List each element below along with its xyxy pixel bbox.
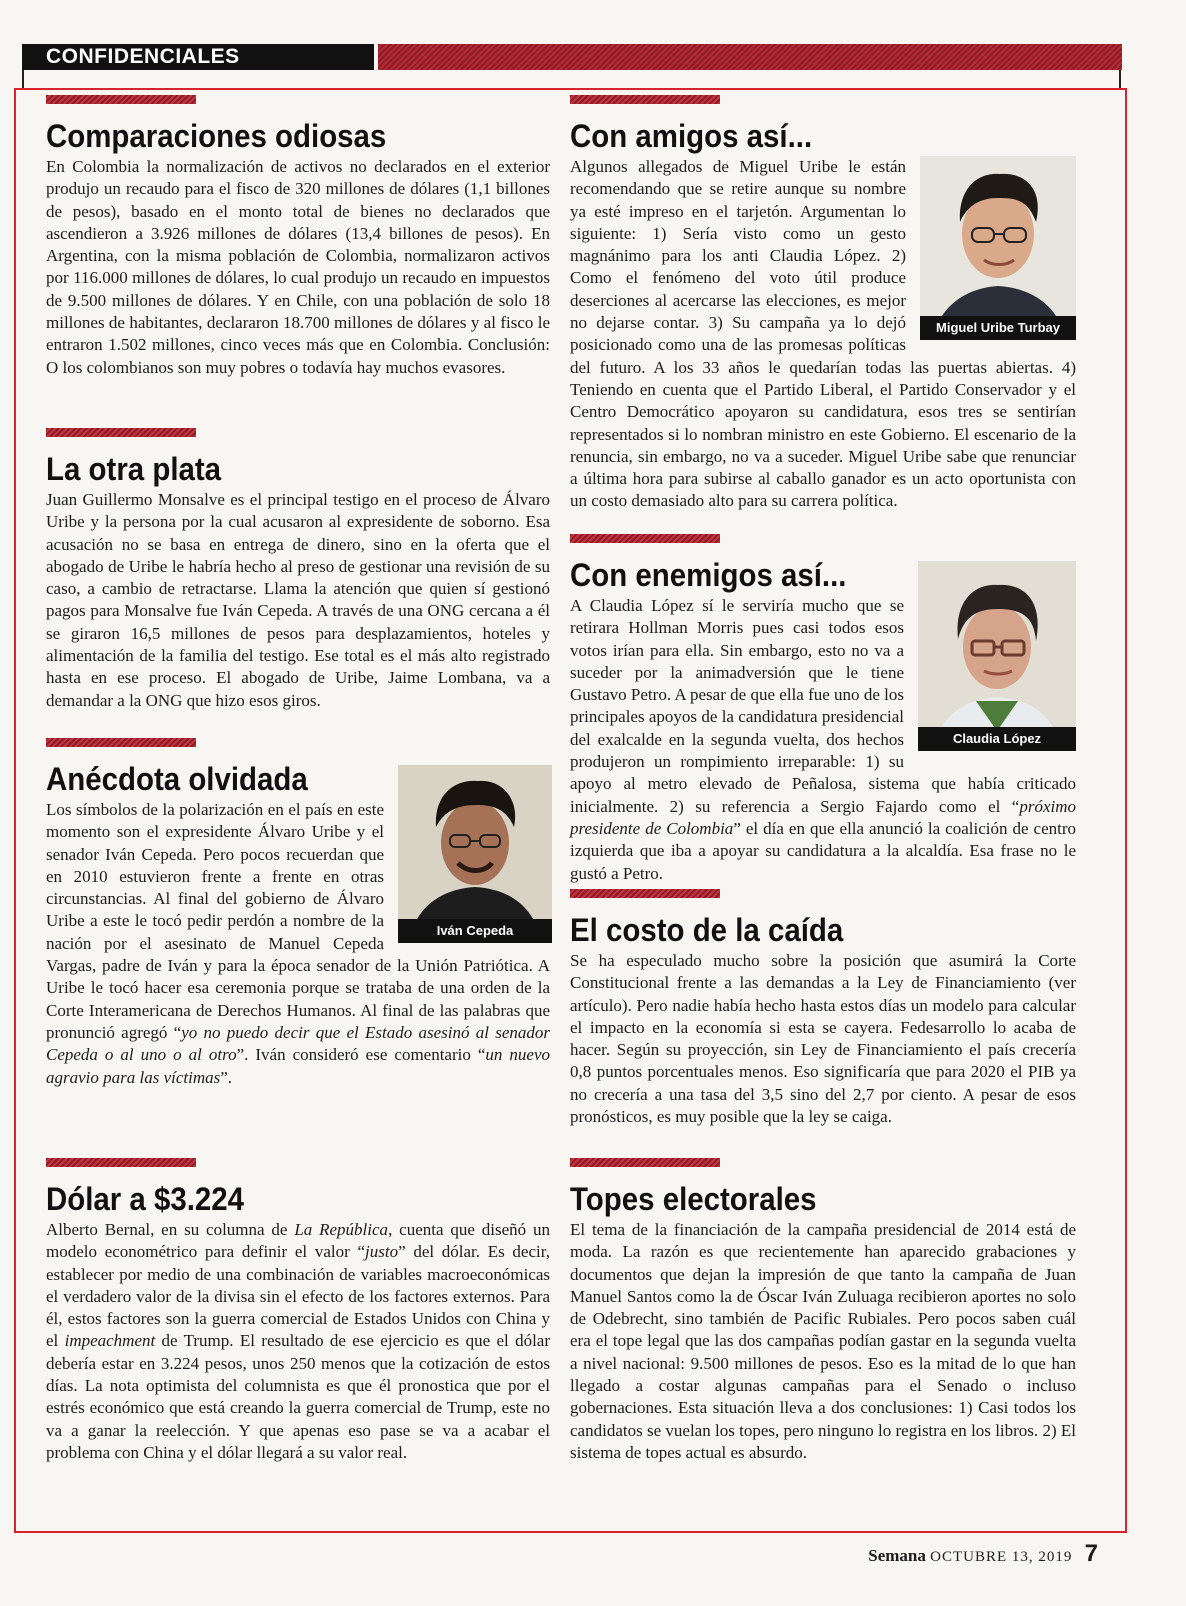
article-amigos bbox=[570, 95, 1076, 513]
article-title: La otra plata bbox=[46, 451, 222, 487]
red-strip bbox=[570, 889, 720, 898]
red-strip bbox=[570, 1158, 720, 1167]
article-title: Anécdota olvidada bbox=[46, 761, 308, 797]
red-strip bbox=[46, 738, 196, 747]
photo-caption: Miguel Uribe Turbay bbox=[920, 316, 1076, 340]
article-otra-plata bbox=[46, 428, 550, 712]
article-title: Comparaciones odiosas bbox=[46, 118, 387, 154]
article-body: Algunos allegados de Miguel Uribe le están recomendando que se retire aunque su nombre ya esté impreso en el tarjetón. Argumentan lo siguiente: 1) Sería visto como un gesto magnánimo para los anti Claudia López. 2) Como el fenómeno del voto útil produce deserciones al acercarse las elecciones, es mejor no dejarse contar. 3) Su campaña ya lo dejó posicionado como una de las promesas políticas del futuro. A los 33 años le quedarían todas las puertas abiertas. 4) Teniendo en cuenta que el Partido Liberal, el Partido Conservador y el Centro Democrático apoyaron su candidatura, esos tres se sentirían representados si lo nombran ministro en este Gobierno. El escenario de la renuncia, sin embargo, no va a suceder. Miguel Uribe sabe que renunciar a última hora para subirse al caballo ganador es un acto oportunista con un costo demasiado alto para su carrera política. bbox=[570, 157, 1076, 511]
red-strip bbox=[570, 534, 720, 543]
red-strip bbox=[46, 95, 196, 104]
red-strip bbox=[46, 428, 196, 437]
page-footer bbox=[868, 1540, 1098, 1568]
article-body: Juan Guillermo Monsalve es el principal testigo en el proceso de Álvaro Uribe y la persona por la cual acusaron al expresidente de soborno. Esa acusación no se basa en entrega de dinero, sino en la oferta que el abogado de Uribe le habría hecho al preso de gestionar una revisión de su caso, a cambio de retractarse. Llama la atención que quien sí gestionó pagos para Monsalve fue Iván Cepeda. A través de una ONG cercana a él se giraron 16,5 millones de pesos para desplazamientos, hoteles y alimentación de la familia del testigo. Ese total es el más alto registrado hasta en ese proceso. El abogado de Uribe, Jaime Lombana, va a demandar a la ONG que hizo esos giros. bbox=[46, 490, 550, 710]
article-title: Topes electorales bbox=[570, 1181, 817, 1217]
article-anecdota bbox=[46, 738, 550, 1089]
header-rule-right bbox=[1119, 70, 1121, 88]
issue-date: OCTUBRE 13, 2019 bbox=[930, 1549, 1073, 1565]
article-costo bbox=[570, 889, 1076, 1128]
portrait-illustration bbox=[920, 156, 1076, 340]
article-title: Con enemigos así... bbox=[570, 557, 847, 593]
red-strip bbox=[570, 95, 720, 104]
article-body: Se ha especulado mucho sobre la posición que asumirá la Corte Constitucional frente a las demandas a la Ley de Financiamiento (ver artículo). Pero nadie había hecho hasta estos días un modelo para calcular el impacto en la economía si esta se cayera. Fedesarrollo lo acaba de hacer. Según su proyección, sin Ley de Financiamiento el país crecería 0,8 puntos porcentuales menos. Eso significaría que para 2020 el PIB ya no crecería a una tasa del 3,5 sino del 2,7 por ciento. A pesar de esos pronósticos, es muy posible que la ley se caiga. bbox=[570, 951, 1076, 1127]
page-number: 7 bbox=[1084, 1540, 1098, 1567]
article-title: El costo de la caída bbox=[570, 912, 844, 948]
article-body: En Colombia la normalización de activos no declarados en el exterior produjo un recaudo para el fisco de 320 millones de dólares (1,1 billones de pesos), basado en el monto total de bienes no declarados que ascendieron a 3.926 millones de dólares (13,4 billones de pesos). En Argentina, con la misma población de Colombia, normalizaron activos por 116.000 millones de dólares, lo cual produjo un recaudo en impuestos de 9.500 millones de dólares. Y en Chile, con una población de solo 18 millones de habitantes, declararon 18.700 millones de dólares y al fisco le entraron 1.502 millones, cinco veces más que en Colombia. Conclusión: O los colombianos son muy pobres o todavía hay muchos evasores. bbox=[46, 157, 550, 377]
article-body: Los símbolos de la polarización en el país en este momento son el expresidente Álvaro Uribe y el senador Iván Cepeda. Pero pocos recuerdan que en 2010 estuvieron frente a frente en otras circunstancias. Al final del gobierno de Álvaro Uribe a este le tocó pedir perdón a nombre de la nación por el asesinato de Manuel Cepeda Vargas, padre de Iván y para la época senador de la Unión Patriótica. A Uribe le tocó hacer esa ceremonia porque se trataba de una orden de la Corte Interamericana de Derechos Humanos. Al final de las palabras que pronunció agregó “yo no puedo decir que el Estado asesinó al senador Cepeda o al uno o al otro”. Iván consideró ese comentario “un nuevo agravio para las víctimas”. bbox=[46, 800, 550, 1087]
photo-caption: Iván Cepeda bbox=[398, 919, 552, 943]
magazine-name: Semana bbox=[868, 1546, 926, 1565]
article-comparaciones bbox=[46, 95, 550, 379]
article-dolar bbox=[46, 1158, 550, 1464]
article-title: Con amigos así... bbox=[570, 118, 813, 154]
red-strip bbox=[46, 1158, 196, 1167]
section-header bbox=[22, 44, 1122, 70]
header-red-band bbox=[378, 44, 1122, 70]
article-title: Dólar a $3.224 bbox=[46, 1181, 245, 1217]
header-rule-left bbox=[22, 70, 24, 88]
photo-caption: Claudia López bbox=[918, 727, 1076, 751]
section-label: CONFIDENCIALES bbox=[22, 44, 374, 70]
article-body: Alberto Bernal, en su columna de La República, cuenta que diseñó un modelo econométrico para definir el valor “justo” del dólar. Es decir, establecer por medio de una combinación de variables macroeconómicas el verdadero valor de la divisa sin el efecto de los factores externos. Para él, estos factores son la guerra comercial de Estados Unidos con China y el impeachment de Trump. El resultado de ese ejercicio es que el dólar debería estar en 3.224 pesos, unos 250 menos que la cotización de estos días. La nota optimista del columnista es que él pronostica que por el estrés económico que está creando la guerra comercial de Trump, este no va a ganar la reelección. Y que apenas eso pase se va a acabar el problema con China y el dólar llegará a su valor real. bbox=[46, 1220, 550, 1462]
article-body: El tema de la financiación de la campaña presidencial de 2014 está de moda. La razón es que recientemente han aparecido grabaciones y documentos que dejan la impresión de que tanto la campaña de Juan Manuel Santos como la de Óscar Iván Zuluaga recibieron aportes no solo de Odebrecht, sino también de Pacific Rubiales. Pero pocos saben cuál era el tope legal que las dos campañas podían gastar en la segunda vuelta a nivel nacional: 9.500 millones de pesos. Eso es la mitad de lo que han llegado a costar algunas campañas para el Senado o incluso gobernaciones. Esta situación lleva a dos conclusiones: 1) Casi todos los candidatos se vuelan los topes, pero ninguno lo registra en los libros. 2) El sistema de topes actual es absurdo. bbox=[570, 1220, 1076, 1462]
article-topes bbox=[570, 1158, 1076, 1464]
article-body: A Claudia López sí le serviría mucho que se retirara Hollman Morris pues casi todos esos votos irían para ella. Sin embargo, esto no va a suceder por la animadversión que le tiene Gustavo Petro. A pesar de que ella fue uno de los principales apoyos de la candidatura presidencial del exalcalde en la segunda vuelta, dos hechos produjeron un rompimiento irreparable: 1) su apoyo al metro elevado de Peñalosa, sistema que había criticado inicialmente. 2) su referencia a Sergio Fajardo como el “próximo presidente de Colombia” el día en que ella anunció la coalición de centro izquierda que iba a apoyar su candidatura a la alcaldía. Esa frase no le gustó a Petro. bbox=[570, 596, 1076, 883]
photo-miguel-uribe bbox=[920, 156, 1076, 340]
article-enemigos bbox=[570, 534, 1076, 885]
